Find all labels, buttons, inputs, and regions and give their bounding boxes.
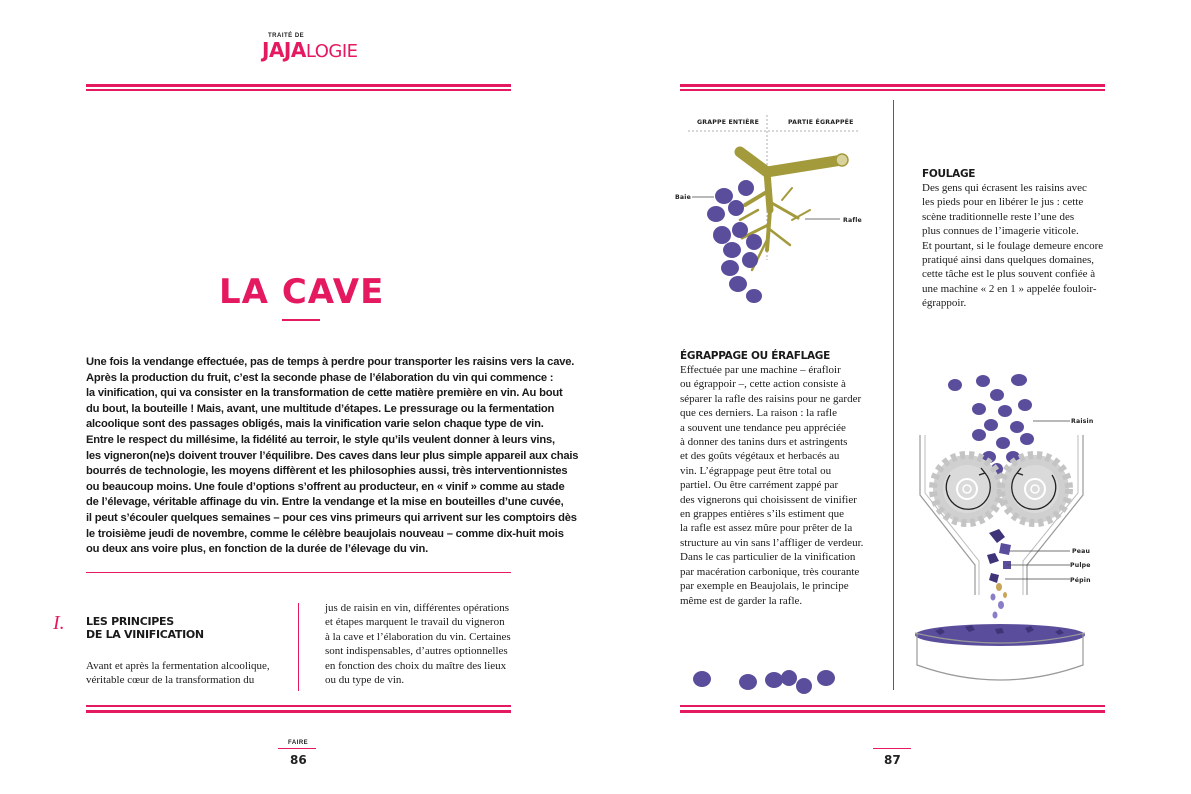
body-line: par macération carbonique, très courante (680, 565, 860, 578)
intro-line: ou deux ans voire plus, en fonction de la durée de l’élevage du vin. (86, 543, 428, 556)
body-line: structure au vin sans l’affliger de verdeur. (680, 536, 864, 549)
body-line: ou égrappoir –, cette action consiste à (680, 378, 846, 391)
body-line: a souvent une tendance peu appréciée (680, 421, 846, 434)
logo-light: LOGIE (305, 41, 358, 62)
label-pepin: Pépin (1070, 577, 1091, 584)
intro-paragraph (86, 355, 579, 558)
body-line: par exemple en Beaujolais, le principe (680, 580, 849, 593)
vat-icon (915, 624, 1085, 680)
body-line: véritable cœur de la transformation du (86, 674, 255, 687)
intro-line: bourrés de technologie, les moyens diffèrent et les philosophies aussi, très interventionnistes (86, 465, 568, 478)
page-number-left: 86 (290, 753, 307, 767)
label-raisin: Raisin (1071, 418, 1094, 425)
intro-line: alcoolique sont des passages obligés, mais la vinification varie selon chaque type de vin. (86, 418, 544, 431)
intro-line: Entre le respect du millésime, la fidélité au terroir, le style qu’ils veulent donner à leurs vins, (86, 433, 555, 446)
body-line: la rafle est assez mûre pour prêter de la (680, 522, 853, 535)
body-line: Des gens qui écrasent les raisins avec (922, 182, 1087, 194)
body-line: vin. L’égrappage peut être total ou (680, 464, 832, 477)
body-line: à donner des tanins durs et astringents (680, 436, 848, 449)
column-divider-left (298, 603, 299, 691)
bottom-rule-right-1 (680, 705, 1105, 707)
egrappage-heading: ÉGRAPPAGE OU ÉRAFLAGE (680, 350, 830, 362)
intro-line: les vigneron(ne)s doivent trouver l’équilibre. Des caves dans leur plus simple appareil aux chais (86, 449, 579, 462)
footer-underline-left (278, 748, 316, 749)
foulage-heading: FOULAGE (922, 168, 976, 180)
body-line: Et pourtant, si le foulage demeure encore (922, 239, 1104, 252)
body-line: ou du type de vin. (325, 674, 405, 687)
intro-line: la vinification, qui va consister en la transformation de cette matière première en vin. Au bout (86, 387, 563, 400)
foulage-paragraph (922, 181, 1104, 311)
intro-line: de l’élevage, véritable affinage du vin. Entre la vendange et la mise en bouteilles d’une cuvée, (86, 496, 564, 509)
top-rule-left-1 (86, 84, 511, 87)
body-line: scène traditionnelle reste l’une des (922, 210, 1075, 223)
grape-cluster-illustration (670, 110, 880, 310)
label-pulpe: Pulpe (1070, 562, 1091, 569)
label-partie-egrappee: PARTIE ÉGRAPPÉE (788, 119, 854, 126)
bottom-rule-left-1 (86, 705, 511, 707)
footer-underline-right (873, 748, 911, 749)
body-column-a (86, 659, 286, 688)
body-line: sont indispensables, d’autres optionnelles (325, 645, 508, 658)
intro-divider (86, 572, 511, 573)
crusher-destemmer-illustration (905, 365, 1100, 695)
section-title-line-1: LES PRINCIPES (86, 615, 174, 628)
logo-subtitle: TRAITÉ DE (268, 33, 305, 39)
body-line: séparer la rafle des raisins pour ne garder (680, 392, 862, 405)
top-rule-left-2 (86, 89, 511, 91)
label-grappe-entiere: GRAPPE ENTIÈRE (697, 119, 760, 126)
bottom-rule-left-2 (86, 710, 511, 713)
body-line: les pieds pour en libérer le jus : cette (922, 196, 1084, 209)
body-line: Dans le cas particulier de la vinification (680, 551, 856, 564)
body-line: Avant et après la fermentation alcoolique, (86, 660, 270, 672)
body-line: que ces derniers. La raison : la rafle (680, 407, 837, 420)
body-line: une machine « 2 en 1 » appelée fouloir- (922, 282, 1097, 295)
egrappage-paragraph (680, 363, 866, 608)
body-line: Effectuée par une machine – érafloir (680, 364, 841, 376)
intro-line: Une fois la vendange effectuée, pas de temps à perdre pour transporter les raisins vers la cave. (86, 356, 575, 368)
intro-line: du bout, la bouteille ! Mais, avant, une multitude d’étapes. Le pressurage ou la fermentation (86, 402, 555, 415)
intro-line: le troisième jeudi de novembre, comme le célèbre beaujolais nouveau – comme dix-huit mois (86, 527, 564, 540)
stem-icon (740, 152, 842, 270)
body-line: jus de raisin en vin, différentes opérations (325, 602, 509, 614)
body-line: à la cave et l’élaboration du vin. Certaines (325, 630, 511, 643)
title-underline (282, 319, 320, 321)
body-column-b (325, 601, 515, 687)
bottom-rule-right-2 (680, 710, 1105, 713)
crushed-grapes-icon (987, 529, 1011, 619)
section-number: I. (53, 612, 65, 634)
intro-line: Après la production du fruit, c’est la seconde phase de l’élaboration du vin qui commence : (86, 371, 554, 384)
body-line: des vignerons qui choisissent de vinifier (680, 493, 857, 506)
body-line: même est de garder la rafle. (680, 594, 803, 607)
page-number-right: 87 (884, 753, 901, 767)
section-heading (86, 615, 204, 641)
body-line: et des goûts végétaux et herbacés au (680, 450, 840, 463)
body-line: et étapes marquent le travail du vigneron (325, 616, 505, 629)
footer-section-label: FAIRE (288, 740, 309, 746)
section-title-line-2: DE LA VINIFICATION (86, 628, 204, 641)
top-rule-right-1 (680, 84, 1105, 87)
body-line: en grappes entières s’ils estiment que (680, 508, 845, 521)
logo-bold: JAJA (262, 38, 306, 62)
body-line: partiel. Ou être carrément zappé par (680, 479, 839, 492)
column-divider-right (893, 100, 894, 690)
page-title: LA CAVE (219, 272, 385, 312)
loose-grapes-illustration (685, 664, 845, 698)
logo-wordmark (262, 38, 358, 62)
body-line: cette tâche est le plus souvent confiée à (922, 268, 1096, 281)
body-line: pratiqué ainsi dans quelques domaines, (922, 254, 1094, 267)
intro-line: ou beaucoup moins. Une foule d’options s’offrent au producteur, en « vinif » comme au stade (86, 480, 565, 493)
gear-right-icon (1001, 455, 1069, 523)
body-line: en fonction des choix du maître des lieux (325, 659, 507, 672)
label-peau: Peau (1072, 548, 1091, 555)
intro-line: il peut s’écouler quelques semaines – pour ces vins primeurs qui arrivent sur les comptoirs dès (86, 511, 577, 524)
label-rafle: Rafle (843, 217, 862, 224)
gear-left-icon (933, 455, 1001, 523)
label-baie: Baie (675, 194, 692, 201)
body-line: égrappoir. (922, 297, 967, 310)
top-rule-right-2 (680, 89, 1105, 91)
body-line: plus connues de l’imagerie viticole. (922, 225, 1079, 238)
